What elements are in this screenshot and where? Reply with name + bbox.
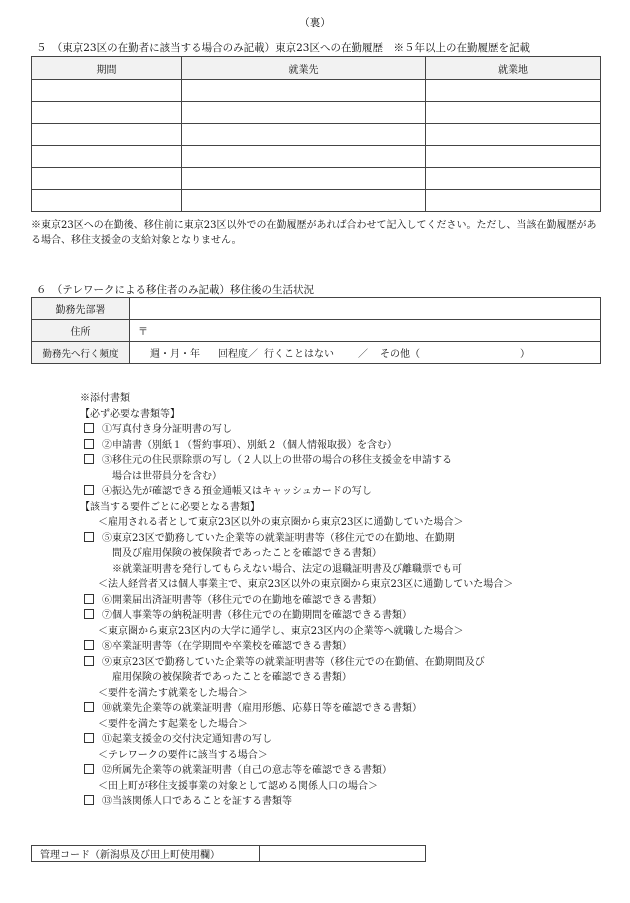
section6-title: ６ （テレワークによる移住者のみ記載）移住後の生活状況 [36, 284, 315, 296]
work-location-cell[interactable] [426, 124, 601, 146]
list-item [76, 546, 606, 562]
management-code-label: 管理コード（新潟県及び田上町使用欄） [32, 846, 260, 862]
period-cell[interactable] [32, 80, 182, 102]
checkbox[interactable] [84, 702, 94, 712]
list-item-text: ＜要件を満たす就業をした場合＞ [98, 687, 248, 699]
work-location-cell[interactable] [426, 80, 601, 102]
list-item-text: ⑧卒業証明書等（在学期間や卒業校を確認できる書類） [102, 641, 352, 652]
work-location-cell[interactable] [426, 146, 601, 168]
list-item [76, 469, 606, 485]
checkbox[interactable] [84, 423, 94, 433]
table-row [32, 80, 601, 102]
checkbox[interactable] [84, 485, 94, 495]
list-item-text: ④振込先が確認できる預金通帳又はキャッシュカードの写し [102, 486, 372, 497]
list-item [76, 794, 606, 810]
header-work-location: 就業地 [426, 57, 601, 80]
list-item [76, 500, 606, 516]
list-item-text: ⑪起業支援金の交付決定通知書の写し [102, 734, 272, 745]
section5-title: ５ （東京23区の在勤者に該当する場合のみ記載）東京23区への在勤履歴 ※５年以上の在勤履歴を記載 [36, 42, 530, 54]
employer-cell[interactable] [182, 146, 426, 168]
checkbox[interactable] [84, 795, 94, 805]
table-row [32, 124, 601, 146]
header-period: 期間 [32, 57, 182, 80]
period-cell[interactable] [32, 146, 182, 168]
table-row [32, 190, 601, 212]
address-field[interactable]: 〒 [130, 320, 601, 342]
table-row [32, 342, 601, 364]
header-employer: 就業先 [182, 57, 426, 80]
freq-close: ） [520, 349, 530, 360]
list-item-text: ＜法人経営者又は個人事業主で、東京23区以外の東京圏から東京23区に通勤していた場合＞ [98, 579, 514, 590]
management-code-table [31, 845, 426, 862]
list-item-text: ①写真付き身分証明書の写し [102, 424, 232, 435]
employer-cell[interactable] [182, 102, 426, 124]
label-address: 住所 [32, 320, 130, 342]
list-item-text: ⑥開業届出済証明書等（移住元での在勤地を確認できる書類） [102, 594, 382, 606]
label-department: 勤務先部署 [32, 298, 130, 320]
list-item-text: ＜要件を満たす起業をした場合＞ [98, 718, 248, 730]
work-history-table [31, 56, 601, 212]
list-item-text: ＜田上町が移住支援事業の対象として認める関係人口の場合＞ [98, 780, 378, 792]
freq-unit: 週・月・年 [150, 349, 200, 360]
list-item [76, 655, 606, 671]
page-side-label: （裏） [299, 17, 331, 29]
list-item-text: ⑨東京23区で勤務していた企業等の就業証明書等（移住元での在勤値、在勤期間及び [102, 656, 485, 668]
list-item [76, 577, 606, 593]
commute-frequency-field[interactable] [130, 342, 601, 364]
checkbox[interactable] [84, 439, 94, 449]
employer-cell[interactable] [182, 124, 426, 146]
list-item-text: ⑩就業先企業等の就業証明書（雇用形態、応募日等を確認できる書類） [102, 703, 422, 714]
table-row [32, 298, 601, 320]
list-item [76, 639, 606, 655]
list-item-text: ⑤東京23区で勤務していた企業等の就業証明書等（移住元での在勤地、在勤期 [102, 532, 455, 544]
employer-cell[interactable] [182, 190, 426, 212]
list-item [76, 593, 606, 609]
list-item [76, 484, 606, 500]
section5-note: ※東京23区への在勤後、移住前に東京23区以外での在勤履歴があれば合わせて記入してください。ただし、当該在勤履歴がある場合、移住支援金の支給対象となりません。 [31, 220, 597, 246]
work-location-cell[interactable] [426, 102, 601, 124]
list-item [76, 407, 606, 423]
list-item-text: 【該当する要件ごとに必要となる書類】 [80, 501, 260, 513]
list-item [76, 701, 606, 717]
work-location-cell[interactable] [426, 168, 601, 190]
checkbox[interactable] [84, 733, 94, 743]
checkbox[interactable] [84, 532, 94, 542]
checkbox[interactable] [84, 609, 94, 619]
work-history-header-row [32, 57, 601, 80]
period-cell[interactable] [32, 124, 182, 146]
list-item [76, 717, 606, 733]
list-item-text: ※添付書類 [80, 393, 130, 404]
list-item [76, 763, 606, 779]
table-row [32, 320, 601, 342]
list-item [76, 779, 606, 795]
management-code-field[interactable] [260, 846, 426, 862]
freq-slash: ／ [358, 349, 368, 360]
employer-cell[interactable] [182, 168, 426, 190]
list-item [76, 391, 606, 407]
list-item-text: 雇用保険の被保険者であったことを確認できる書類） [112, 672, 352, 683]
freq-never: 行くことはない [264, 349, 334, 360]
employer-cell[interactable] [182, 80, 426, 102]
period-cell[interactable] [32, 190, 182, 212]
list-item [76, 748, 606, 764]
list-item-text: 【必ず必要な書類等】 [80, 408, 180, 420]
list-item [76, 562, 606, 578]
freq-other: その他（ [380, 349, 420, 360]
checkbox[interactable] [84, 640, 94, 650]
list-item-text: ②申請書（別紙１（誓約事項）、別紙２（個人情報取扱）を含む） [102, 439, 397, 451]
list-item [76, 670, 606, 686]
list-item [76, 624, 606, 640]
table-row [32, 146, 601, 168]
table-row [32, 168, 601, 190]
list-item [76, 422, 606, 438]
freq-times: 回程度／ [218, 349, 258, 360]
list-item [76, 515, 606, 531]
checkbox[interactable] [84, 656, 94, 666]
list-item-text: ＜東京圏から東京23区内の大学に通学し、東京23区内の企業等へ就職した場合＞ [98, 625, 464, 637]
list-item-text: ※就業証明書を発行してもらえない場合、法定の退職証明書及び離職票でも可 [112, 563, 462, 575]
list-item-text: ＜雇用される者として東京23区以外の東京圏から東京23区に通勤していた場合＞ [98, 517, 464, 528]
list-item-text: 間及び雇用保険の被保険者であったことを確認できる書類） [112, 548, 382, 559]
department-field[interactable] [130, 298, 601, 320]
list-item [76, 732, 606, 748]
list-item [76, 686, 606, 702]
table-row [32, 102, 601, 124]
table-row [32, 846, 426, 862]
list-item [76, 438, 606, 454]
period-cell[interactable] [32, 168, 182, 190]
checkbox[interactable] [84, 454, 94, 464]
attachment-list [76, 391, 606, 810]
list-item [76, 531, 606, 547]
checkbox[interactable] [84, 594, 94, 604]
period-cell[interactable] [32, 102, 182, 124]
list-item-text: ⑫所属先企業等の就業証明書（自己の意志等を確認できる書類） [102, 765, 392, 776]
list-item [76, 453, 606, 469]
list-item-text: ③移住元の住民票除票の写し（２人以上の世帯の場合の移住支援金を申請する [102, 455, 452, 466]
list-item-text: ＜テレワークの要件に該当する場合＞ [98, 749, 268, 761]
living-status-table [31, 297, 601, 364]
list-item-text: ⑬当該関係人口であることを証する書類等 [102, 796, 292, 807]
list-item-text: 場合は世帯員分を含む） [112, 470, 222, 482]
checkbox[interactable] [84, 764, 94, 774]
label-commute-frequency: 勤務先へ行く頻度 [32, 342, 130, 364]
list-item [76, 608, 606, 624]
work-location-cell[interactable] [426, 190, 601, 212]
list-item-text: ⑦個人事業等の納税証明書（移住元での在勤期間を確認できる書類） [102, 610, 412, 621]
